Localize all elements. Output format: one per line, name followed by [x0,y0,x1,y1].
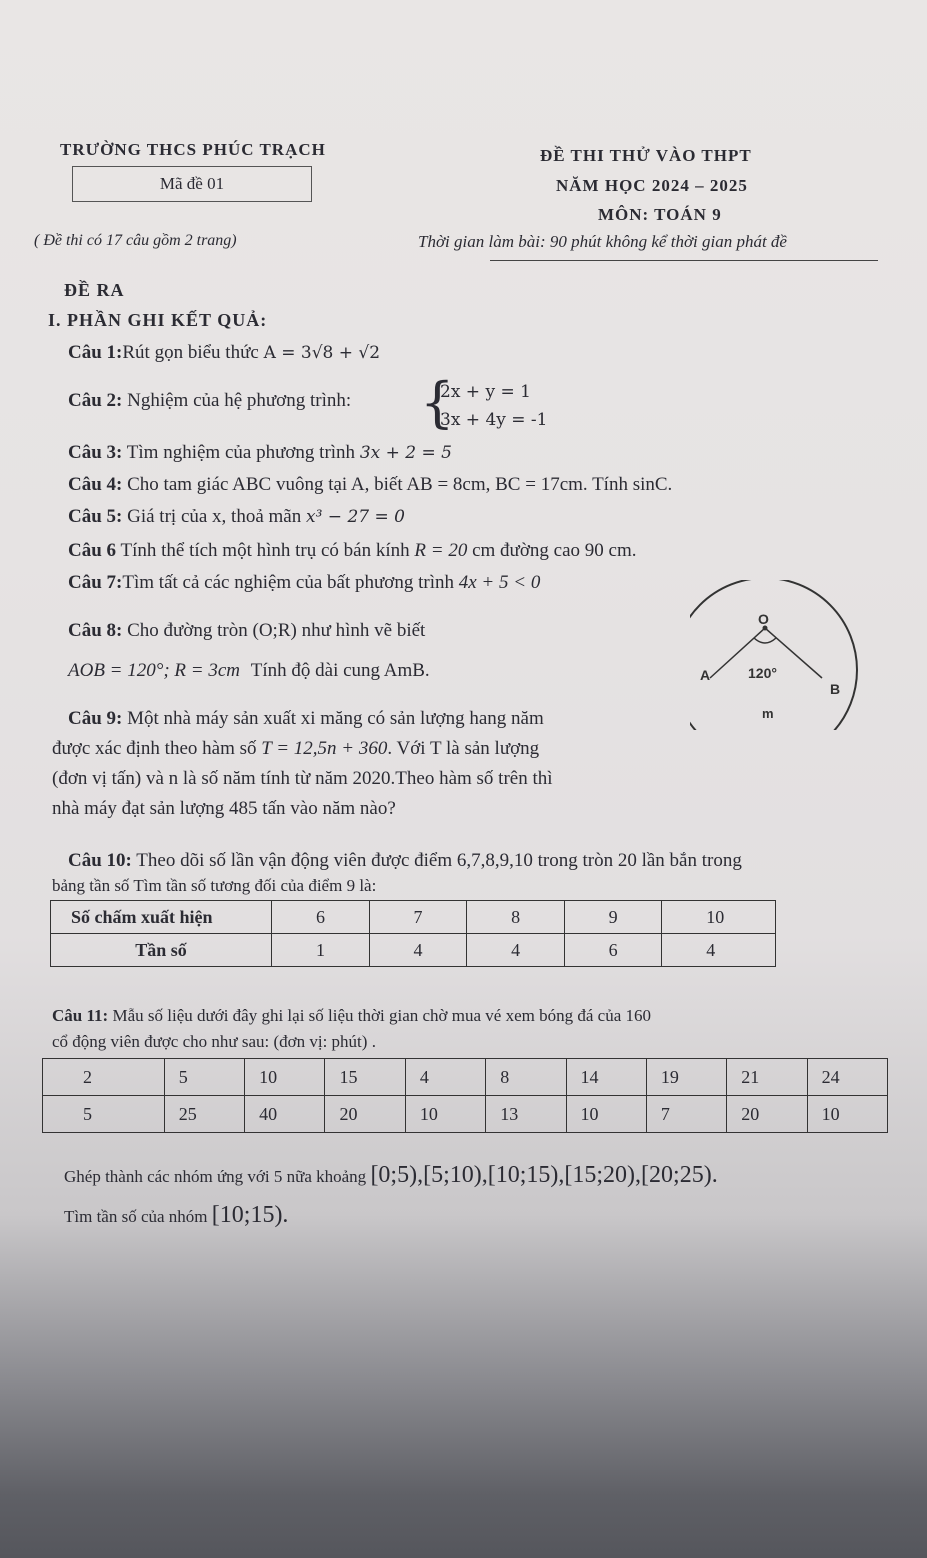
q8-tail: Tính độ dài cung AmB. [250,660,430,681]
q9-line2a: được xác định theo hàm số [52,738,257,759]
q3-text: Tìm nghiệm của phương trình [126,442,356,463]
q6-tail: cm đường cao 90 cm. [472,540,637,561]
question-6 [68,540,636,562]
table-cell: 15 [325,1059,405,1096]
table-cell: 8 [486,1059,566,1096]
circle-figure [690,580,870,730]
exam-code: Mã đề 01 [159,174,225,193]
q4-tail: . Tính sinC. [582,474,673,495]
q6-expr: R = 20 [414,540,468,561]
table-cell: 7 [646,1096,726,1133]
table-cell: 4 [405,1059,485,1096]
question-8-line2 [68,660,430,682]
frequency-table [50,900,776,967]
q1-text: Rút gọn biểu thức [122,342,259,363]
q8-label: Câu 8: [68,620,123,641]
q9-line1: Một nhà máy sản xuất xi măng có sản lượng hang năm [127,708,544,729]
q11-line3 [64,1162,718,1189]
question-2 [68,390,351,412]
de-ra-heading: ĐỀ RA [64,280,125,300]
q9-line2b: . Với T là sản lượng [387,738,540,759]
q5-expr: x³ − 27 = 0 [305,507,405,527]
table-cell: 19 [646,1059,726,1096]
label-angle: 120° [748,665,777,681]
q2-eq2: 3x + 4y = -1 [440,410,548,430]
exam-title: ĐỀ THI THỬ VÀO THPT [540,146,752,165]
table-row [43,1059,888,1096]
q4-text: Cho tam giác ABC vuông tại A, biết [127,474,403,495]
q11-group: [10;15). [211,1202,289,1228]
table-cell: 24 [807,1059,887,1096]
q9-line2expr: T = 12,5n + 360 [261,738,388,759]
table-cell: 14 [566,1059,646,1096]
table-cell: 4 [369,934,467,967]
table-cell: 40 [245,1096,325,1133]
q10-label: Câu 10: [68,850,132,871]
q10-line1: Theo dõi số lần vận động viên được điểm 6,7,8,9,10 trong tròn 20 lần bắn trong [136,850,742,871]
question-4 [68,474,672,496]
table-cell: 4 [662,934,776,967]
q4-label: Câu 4: [68,474,123,495]
q10-line2: bảng tần số Tìm tần số tương đối của điểm 9 là: [52,876,377,895]
question-5 [68,506,405,528]
q3-expr: 3x + 2 = 5 [359,443,452,463]
question-9 [68,708,544,730]
table-cell: 5 [164,1059,244,1096]
table-cell: 6 [272,901,370,934]
q5-text: Giá trị của x, thoả mãn [127,506,302,527]
q6-label: Câu 6 [68,540,117,561]
q3-label: Câu 3: [68,442,123,463]
table-cell: 10 [405,1096,485,1133]
table-cell: 10 [662,901,776,934]
q9-line3: (đơn vị tấn) và n là số năm tính từ năm 2020.Theo hàm số trên thì [52,768,553,789]
q11-line2: cổ động viên được cho như sau: (đơn vị: phút) . [52,1032,376,1051]
q11-line4-text: Tìm tần số của nhóm [64,1207,208,1226]
table-cell: 25 [164,1096,244,1133]
school-year: NĂM HỌC 2024 – 2025 [556,176,748,195]
q2-text: Nghiệm của hệ phương trình: [127,390,352,411]
table-cell: 9 [564,901,662,934]
question-7 [68,572,540,594]
part1-heading: I. PHẦN GHI KẾT QUẢ: [48,310,268,330]
q11-line1: Mẫu số liệu dưới đây ghi lại số liệu thời gian chờ mua vé xem bóng đá của 160 [112,1006,651,1025]
q9-line4: nhà máy đạt sản lượng 485 tấn vào năm nào? [52,798,396,819]
angle-arc [754,638,776,643]
subject: MÔN: TOÁN 9 [598,205,722,224]
q11-line4 [64,1202,288,1229]
exam-time: Thời gian làm bài: 90 phút không kể thời gian phát đề [418,232,787,251]
q7-text: Tìm tất cả các nghiệm của bất phương trình [122,572,454,593]
q7-expr: 4x + 5 < 0 [458,572,541,593]
table-cell: 5 [43,1096,165,1133]
q8-expr: AOB = 120°; R = 3cm [68,660,241,681]
question-1 [68,342,380,364]
table-cell: 10 [245,1059,325,1096]
q2-eq1: 2x + y = 1 [440,382,531,402]
table-cell: 21 [727,1059,807,1096]
question-10 [68,850,742,872]
question-8 [68,620,425,642]
row-label: Tần số [51,934,272,967]
q4-expr: AB = 8cm, BC = 17cm [406,474,583,495]
row-label: Số chấm xuất hiện [51,901,272,934]
question-3 [68,442,452,464]
school-name: TRƯỜNG THCS PHÚC TRẠCH [60,140,326,159]
q8-text: Cho đường tròn (O;R) như hình vẽ biết [127,620,426,641]
header-underline [490,260,878,261]
exam-note: ( Đề thi có 17 câu gồm 2 trang) [34,232,237,249]
q5-label: Câu 5: [68,506,123,527]
table-cell: 8 [467,901,565,934]
table-cell: 13 [486,1096,566,1133]
q1-expr: A = 3√8 + √2 [263,343,381,363]
label-m: m [762,706,774,721]
q2-brace: { [420,371,455,434]
q1-label: Câu 1: [68,342,123,363]
q11-label: Câu 11: [52,1006,109,1025]
exam-code-box [72,166,312,202]
table-cell: 20 [727,1096,807,1133]
q11-intervals: [0;5),[5;10),[10;15),[15;20),[20;25). [370,1162,718,1188]
q2-label: Câu 2: [68,390,123,411]
label-b: B [830,681,841,697]
table-row [51,901,776,934]
table-cell: 1 [272,934,370,967]
q9-line2 [52,738,539,760]
table-cell: 2 [43,1059,165,1096]
label-o: O [758,611,769,627]
waiting-time-table [42,1058,888,1133]
table-cell: 10 [807,1096,887,1133]
q6-text: Tính thể tích một hình trụ có bán kính [120,540,410,561]
table-row [43,1096,888,1133]
table-cell: 6 [564,934,662,967]
table-cell: 4 [467,934,565,967]
table-row [51,934,776,967]
label-a: A [700,667,711,683]
q9-label: Câu 9: [68,708,123,729]
table-cell: 7 [369,901,467,934]
question-11 [52,1006,651,1026]
q11-line3-text: Ghép thành các nhóm ứng với 5 nữa khoảng [64,1167,367,1186]
table-cell: 20 [325,1096,405,1133]
table-cell: 10 [566,1096,646,1133]
q7-label: Câu 7: [68,572,123,593]
